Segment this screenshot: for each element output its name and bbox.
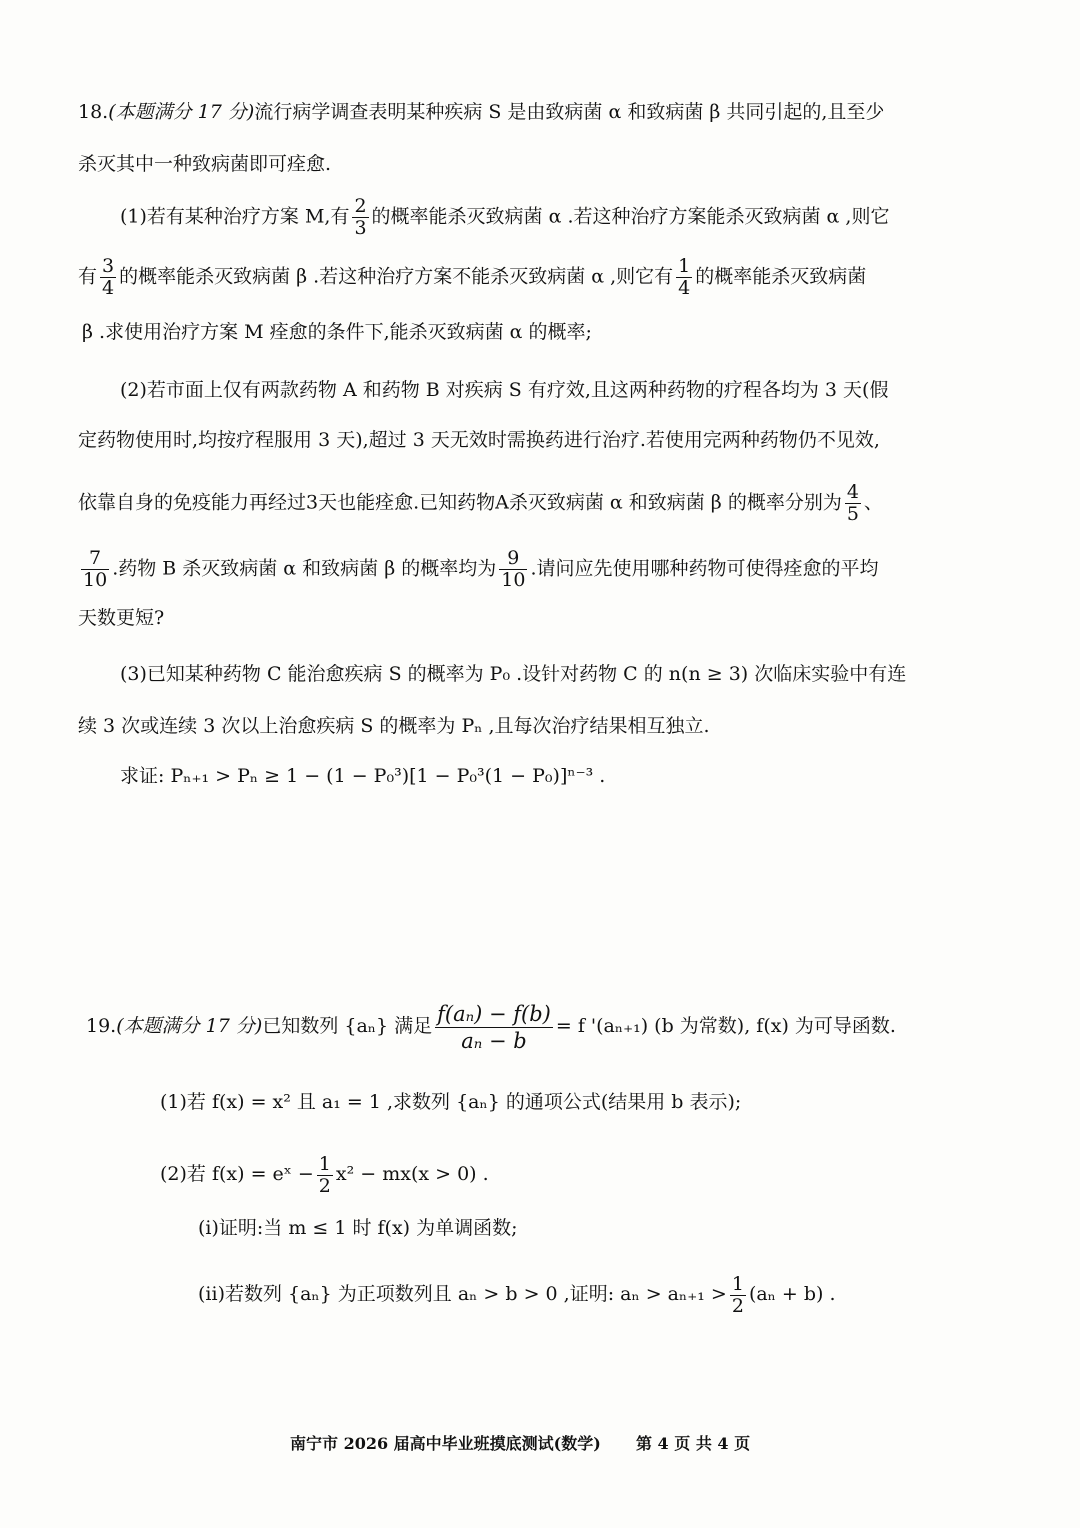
q18-part2-line5: 天数更短? xyxy=(78,607,165,629)
fraction-denominator: 4 xyxy=(102,277,115,299)
fraction-denominator: 4 xyxy=(678,277,691,299)
q19-title-line xyxy=(86,996,896,1056)
q18-part3-claim: 求证: Pₙ₊₁ > Pₙ ≥ 1 − (1 − P₀³)[1 − P₀³(1 − P₀)]ⁿ⁻³ . xyxy=(120,765,606,787)
q19-p2-text-b: x² − mx(x > 0) . xyxy=(335,1163,489,1185)
q18-p1-text-a: (1)若有某种治疗方案 M,有 xyxy=(120,205,350,228)
fraction-numerator: 7 xyxy=(81,548,109,570)
fraction-denominator: 3 xyxy=(354,217,367,239)
fraction-denominator: 2 xyxy=(731,1294,744,1317)
fraction-4-5 xyxy=(845,482,861,525)
footer-exam-title: 南宁市 2026 届高中毕业班摸底测试(数学) xyxy=(290,1434,601,1453)
q18-title-line xyxy=(78,100,884,124)
q19-stem-2: = f '(aₙ₊₁) (b 为常数), f(x) 为可导函数. xyxy=(555,1015,896,1037)
q19-pii-text-a: (ii)若数列 {aₙ} 为正项数列且 aₙ > b > 0 ,证明: aₙ > aₙ₊₁ > xyxy=(198,1283,727,1305)
q19-pii-text-b: (aₙ + b) . xyxy=(748,1283,836,1305)
fraction-denominator: 5 xyxy=(846,503,859,525)
fraction-numerator: f(aₙ) − f(b) xyxy=(437,1001,551,1026)
q19-part2-line xyxy=(160,1144,489,1204)
q18-p1-text-f: β .求使用治疗方案 M 痊愈的条件下,能杀灭致病菌 α 的概率; xyxy=(82,321,592,343)
q19-stem-1: 已知数列 {aₙ} 满足 xyxy=(262,1015,433,1037)
q18-part3-line2: 续 3 次或连续 3 次以上治愈疾病 S 的概率为 Pₙ ,且每次治疗结果相互独立. xyxy=(78,715,710,737)
q18-part1-line2 xyxy=(78,256,866,299)
q19-score: (本题满分 17 分) xyxy=(116,1015,263,1037)
fraction-denominator: 2 xyxy=(318,1174,331,1197)
q18-part2-line3 xyxy=(78,482,883,525)
fraction-9-10 xyxy=(499,548,527,591)
q19-part1: (1)若 f(x) = x² 且 a₁ = 1 ,求数列 {aₙ} 的通项公式(结果用 b 表示); xyxy=(160,1091,742,1113)
q18-part1-line1 xyxy=(120,196,889,239)
q18-score: (本题满分 17 分) xyxy=(108,101,255,123)
fraction-numerator: 3 xyxy=(102,255,115,277)
fraction-2-3 xyxy=(352,196,368,239)
q18-part2-line2: 定药物使用时,均按疗程服用 3 天),超过 3 天无效时需换药进行治疗.若使用完两种药物仍不见效, xyxy=(78,429,880,451)
fraction-3-4 xyxy=(100,256,116,299)
difference-quotient-fraction xyxy=(435,1001,553,1054)
fraction-numerator: 1 xyxy=(318,1152,331,1175)
q18-p1-text-c: 有 xyxy=(78,265,98,288)
q18-p1-text-d: 的概率能杀灭致病菌 β .若这种治疗方案不能杀灭致病菌 α ,则它有 xyxy=(119,265,674,288)
fraction-7-10 xyxy=(81,548,109,591)
q18-p2-text-d: .药物 B 杀灭致病菌 α 和致病菌 β 的概率均为 xyxy=(112,557,497,580)
q18-number: 18. xyxy=(78,101,109,123)
fraction-numerator: 4 xyxy=(846,481,859,503)
q18-part2-line1: (2)若市面上仅有两款药物 A 和药物 B 对疾病 S 有疗效,且这两种药物的疗程各均为 3 天(假 xyxy=(120,379,889,401)
fraction-denominator: 10 xyxy=(83,569,108,591)
q18-part3-line1: (3)已知某种药物 C 能治愈疾病 S 的概率为 P₀ .设针对药物 C 的 n(n ≥ 3) 次临床实验中有连 xyxy=(120,663,907,685)
q19-part2-ii-line xyxy=(198,1264,836,1324)
fraction-1-2 xyxy=(317,1154,333,1197)
fraction-1-2-b xyxy=(730,1274,746,1317)
q18-p2-text-e: .请问应先使用哪种药物可使得痊愈的平均 xyxy=(530,557,879,580)
fraction-numerator: 1 xyxy=(678,255,691,277)
fraction-numerator: 9 xyxy=(499,548,527,570)
fraction-1-4 xyxy=(676,256,692,299)
fraction-denominator: aₙ − b xyxy=(461,1028,527,1053)
q18-stem-1: 流行病学调查表明某种疾病 S 是由致病菌 α 和致病菌 β 共同引起的,且至少 xyxy=(254,101,885,123)
q18-p2-text-c: 依靠自身的免疫能力再经过3天也能痊愈.已知药物A杀灭致病菌 α 和致病菌 β 的概率分别为 xyxy=(78,491,842,514)
q18-stem-2: 杀灭其中一种致病菌即可痊愈. xyxy=(78,153,332,175)
footer-page-number: 第 4 页 共 4 页 xyxy=(635,1434,751,1453)
q18-p1-text-b: 的概率能杀灭致病菌 α .若这种治疗方案能杀灭致病菌 α ,则它 xyxy=(371,205,890,228)
q18-p2-text-c2: 、 xyxy=(863,491,883,514)
q19-p2-text-a: (2)若 f(x) = eˣ − xyxy=(160,1163,314,1185)
page-footer xyxy=(290,1432,750,1456)
q18-p1-text-e: 的概率能杀灭致病菌 xyxy=(695,265,867,288)
q19-number: 19. xyxy=(86,1015,117,1037)
fraction-denominator: 10 xyxy=(501,569,526,591)
q19-part2-i: (i)证明:当 m ≤ 1 时 f(x) 为单调函数; xyxy=(198,1217,518,1239)
fraction-numerator: 2 xyxy=(354,195,367,217)
fraction-numerator: 1 xyxy=(731,1272,744,1295)
q18-part2-line4 xyxy=(78,548,878,591)
